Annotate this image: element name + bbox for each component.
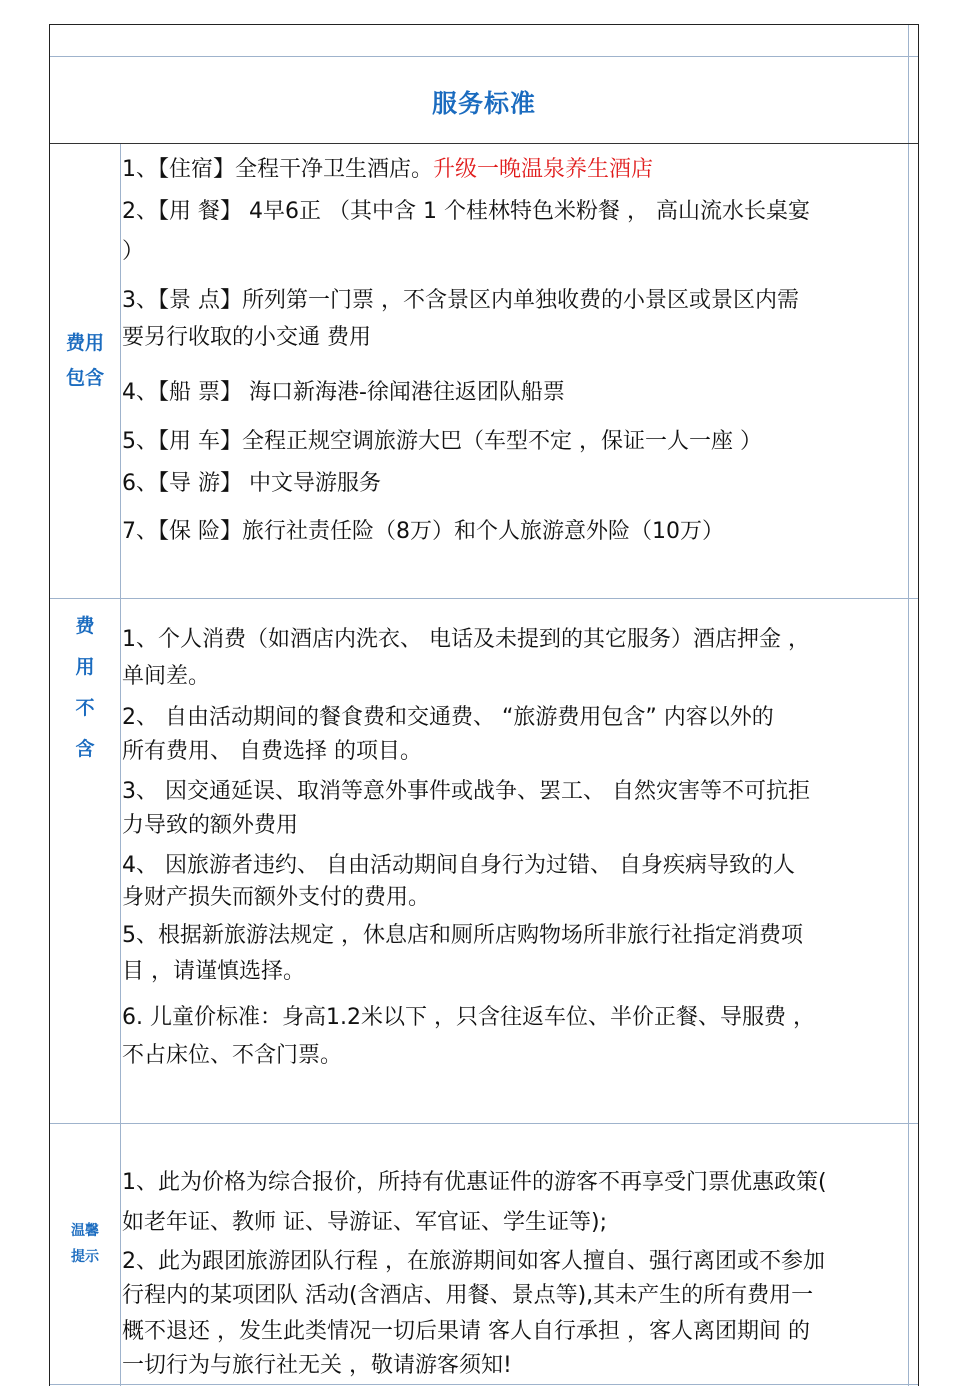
tips-item-leaving-group-cont1: 行程内的某项团队 活动(含酒店、用餐、景点等),其未产生的所有费用一 [122,1283,814,1308]
included-content [122,150,908,590]
excluded-item-shopping: 5、根据新旅游法规定 ，休息店和厕所店购物场所非旅行社指定消费项 [122,923,803,948]
tips-item-leaving-group-cont3: 一切行为与旅行社无关 ，敬请游客须知! [122,1353,512,1378]
page-title: 服务标准 [431,89,536,118]
included-item-guide: 6、【导 游】 中文导游服务 [122,471,381,496]
bottom-divider [50,1384,918,1385]
title-divider [50,143,918,144]
section-divider-1 [50,598,918,599]
excluded-item-personal: 1、个人消费（如酒店内洗衣、 电话及未提到的其它服务）酒店押金 ， [122,627,810,652]
tips-label: 温馨 提示 [71,1223,99,1265]
included-item-ferry: 4、【船 票】 海口新海港-徐闻港往返团队船票 [122,380,565,405]
section-divider-2 [50,1123,918,1124]
excluded-item-shopping-cont: 目 ，请谨慎选择。 [122,959,305,984]
excluded-item-force-majeure-cont: 力导致的额外费用 [122,813,299,838]
included-item-meals-cont: ） [122,239,145,264]
excluded-item-child-price-cont: 不占床位、不含门票。 [122,1043,343,1068]
included-item-meals: 2、【用 餐】 4早6正 （其中含 1 个桂林特色米粉餐 ， 高山流水长桌宴 [122,199,810,224]
tips-item-pricing: 1、此为价格为综合报价，所持有优惠证件的游客不再享受门票优惠政策( [122,1170,827,1195]
upgrade-highlight: 升级一晚温泉养生酒店 [433,157,654,182]
tips-content [122,1130,908,1382]
included-item-lodging: 1、【住宿】全程干净卫生酒店。升级一晚温泉养生酒店 [122,157,654,182]
excluded-content [122,606,908,1116]
excluded-item-personal-cont: 单间差。 [122,664,211,689]
tips-item-leaving-group-cont2: 概不退还 ，发生此类情况一切后果请 客人自行承担 ，客人离团期间 的 [122,1319,810,1344]
tips-item-pricing-cont: 如老年证、教师 证、导游证、军官证、学生证等); [122,1210,607,1235]
inner-right-border [908,25,909,1386]
included-label: 费用 包含 [65,332,104,389]
included-item-sights: 3、【景 点】所列第一门票 ，不含景区内单独收费的小景区或景区内需 [122,288,799,313]
excluded-item-free-time: 2、 自由活动期间的餐食费和交通费、 “旅游费用包含” 内容以外的 [122,705,774,730]
excluded-item-child-price: 6. 儿童价标准：身高1.2米以下 ，只含往返车位、半价正餐、导服费 ， [122,1005,815,1030]
tips-item-leaving-group: 2、此为跟团旅游团队行程 ，在旅游期间如客人擅自、强行离团或不参加 [122,1249,825,1274]
label-column-divider [120,144,121,1386]
included-item-transport: 5、【用 车】全程正规空调旅游大巴（车型不定 ，保证一人一座 ） [122,429,762,454]
excluded-item-violation-cont: 身财产损失而额外支付的费用。 [122,885,431,910]
excluded-label: 费 用 不 含 [75,615,95,760]
included-item-sights-cont: 要另行收取的小交通 费用 [122,325,371,350]
excluded-item-violation: 4、 因旅游者违约、 自由活动期间自身行为过错、 自身疾病导致的人 [122,853,795,878]
top-divider [50,56,918,57]
included-item-insurance: 7、【保 险】旅行社责任险（8万）和个人旅游意外险（10万） [122,519,724,544]
excluded-item-free-time-cont: 所有费用、 自费选择 的项目。 [122,739,422,764]
excluded-item-force-majeure: 3、 因交通延误、取消等意外事件或战争、罢工、 自然灾害等不可抗拒 [122,779,810,804]
